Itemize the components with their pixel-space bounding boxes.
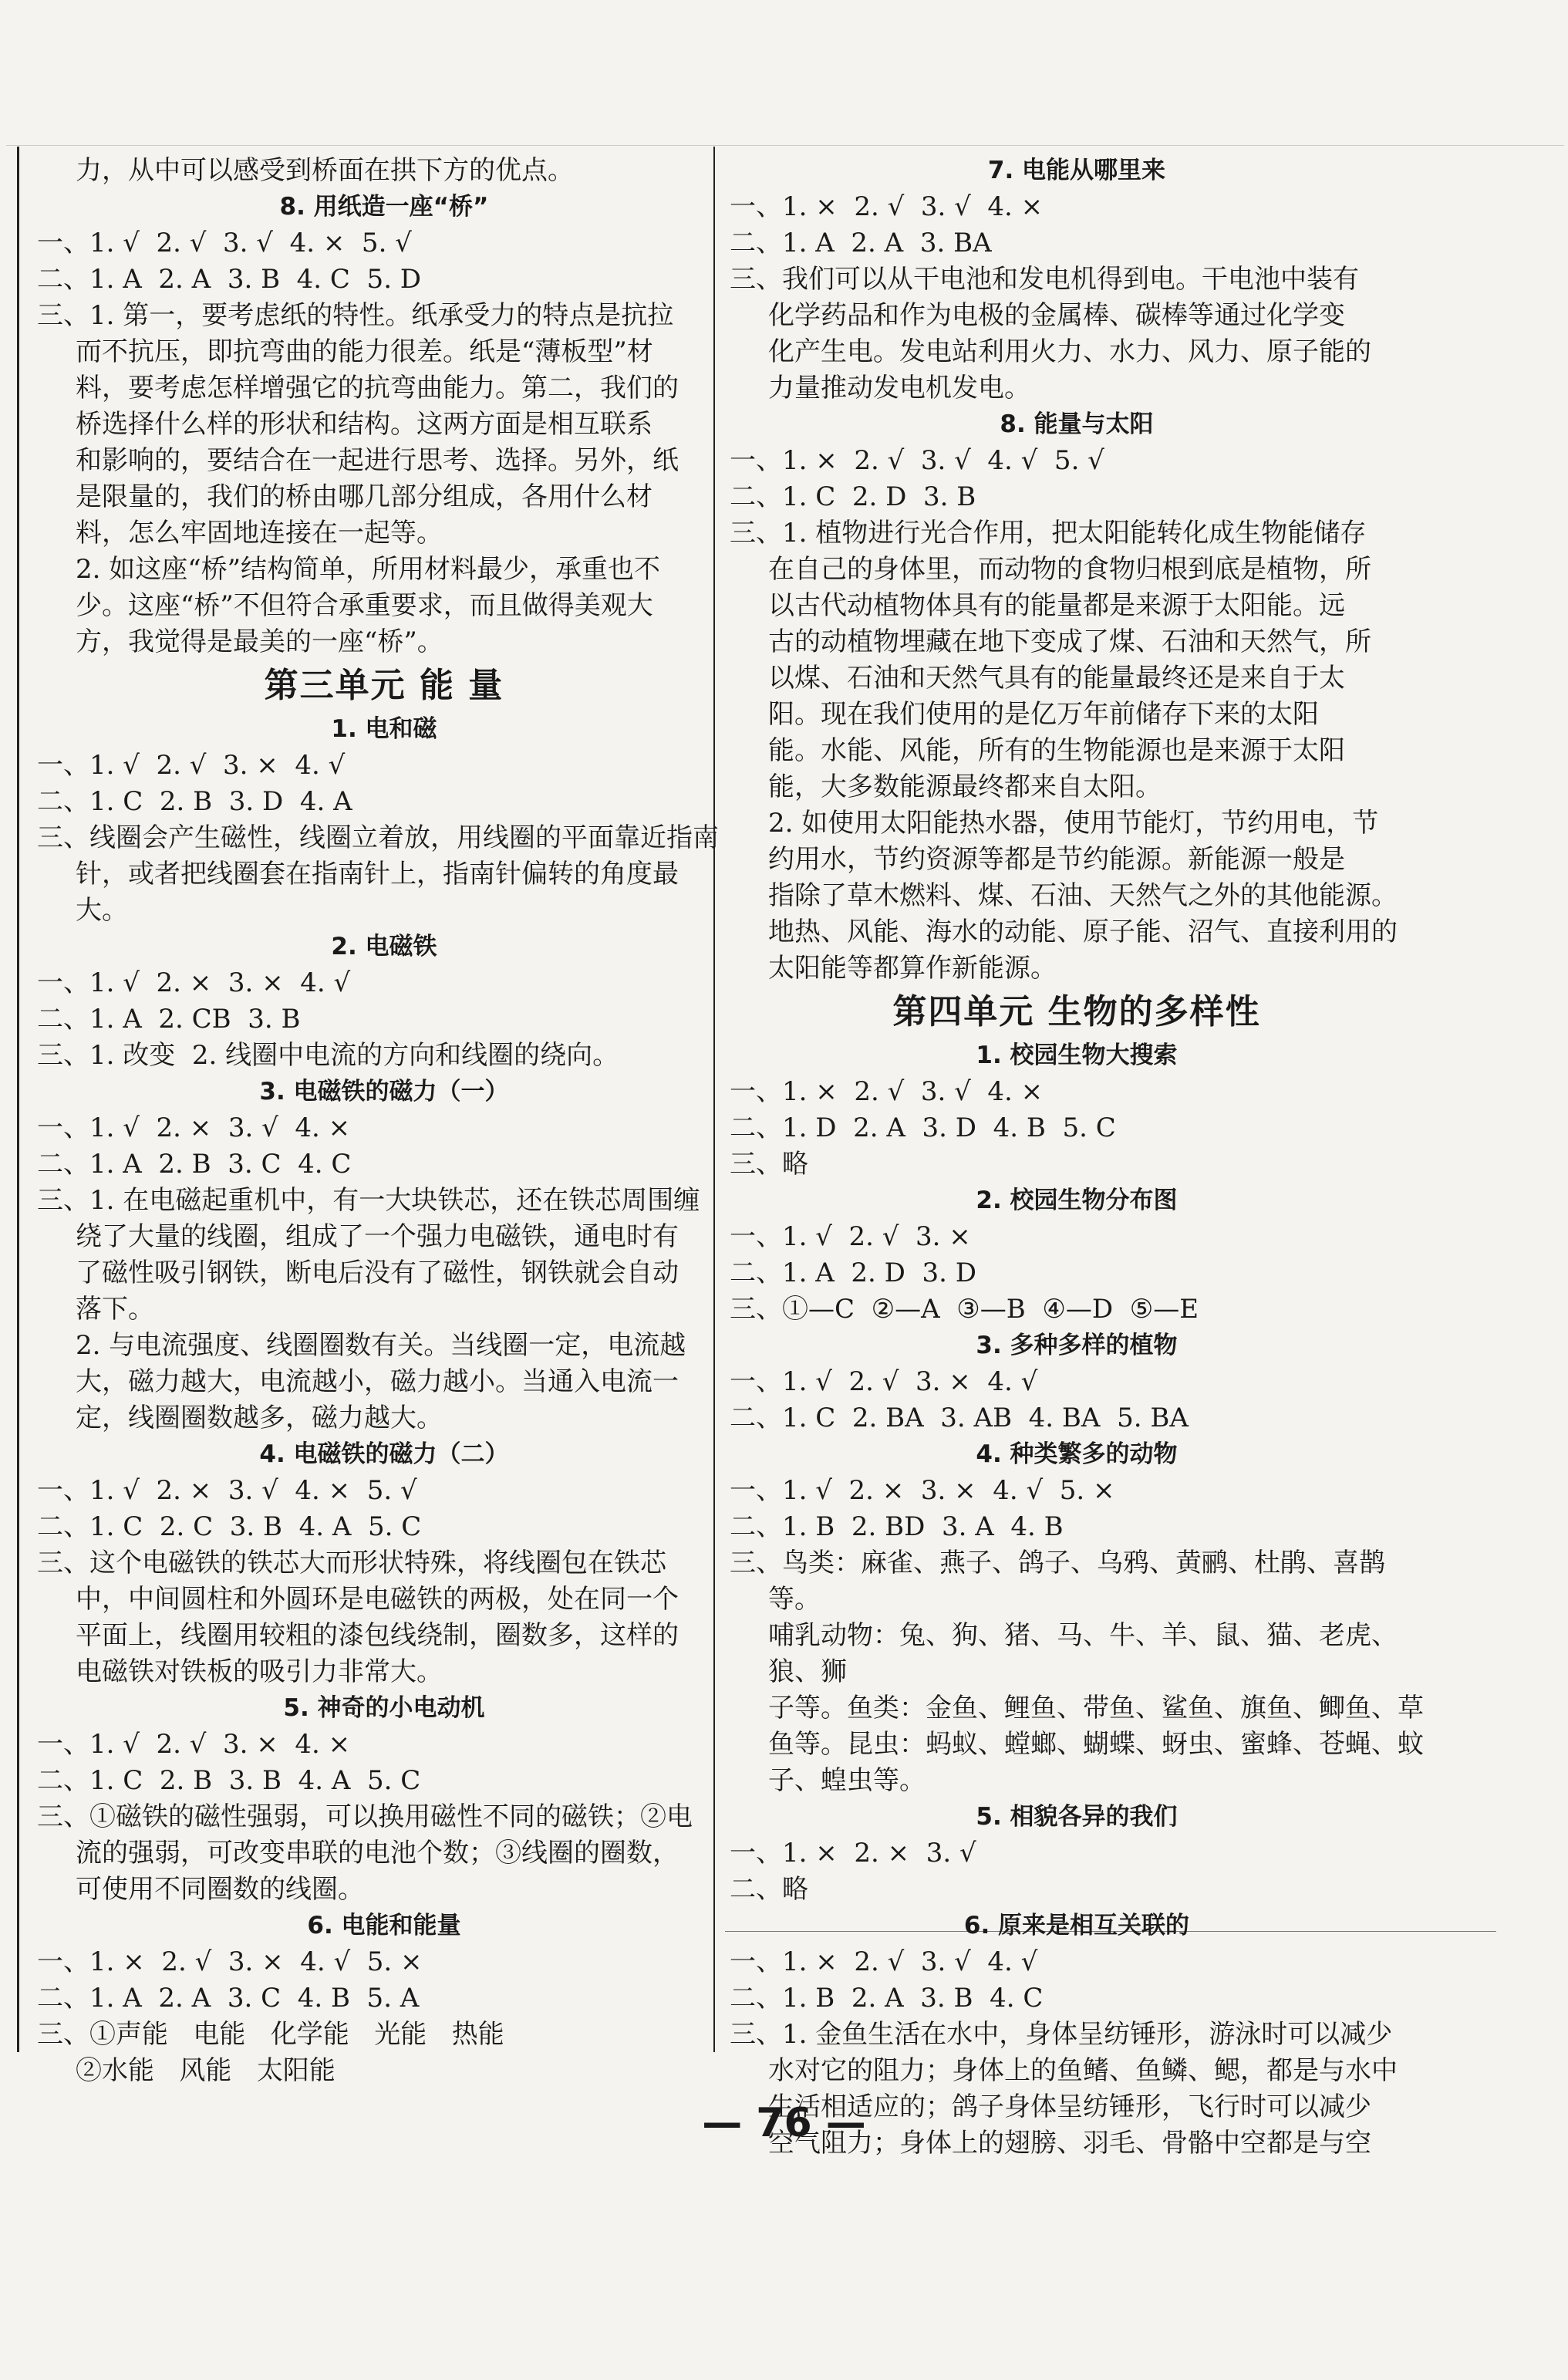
left-column <box>37 153 731 2089</box>
answer-line: 一、1. × 2. √ 3. √ 4. √ <box>730 1946 1038 1977</box>
section-heading: 7. 电能从哪里来 <box>987 157 1166 184</box>
answer-paragraph-line: 而不抗压，即抗弯曲的能力很差。纸是“薄板型”材 <box>76 336 653 367</box>
answer-paragraph-line: 平面上，线圈用较粗的漆包线绕制，圈数多，这样的 <box>76 1620 679 1651</box>
answer-line: 一、1. √ 2. × 3. √ 4. × <box>37 1112 351 1143</box>
answer-paragraph-line: 料，怎么牢固地连接在一起等。 <box>76 518 443 549</box>
answer-paragraph-line: 流的强弱，可改变串联的电池个数；③线圈的圈数， <box>76 1838 679 1869</box>
answer-paragraph-line: 三、1. 在电磁起重机中，有一大块铁芯，还在铁芯周围缠 <box>37 1185 700 1216</box>
answer-paragraph-line: 水对它的阻力；身体上的鱼鳍、鱼鳞、鳃，都是与水中 <box>768 2055 1398 2086</box>
answer-line: 一、1. √ 2. × 3. √ 4. × 5. √ <box>37 1475 417 1506</box>
answer-line: 二、1. A 2. B 3. C 4. C <box>37 1149 352 1180</box>
answer-paragraph-line: 阳。现在我们使用的是亿万年前储存下来的太阳 <box>768 699 1319 730</box>
section-heading: 8. 能量与太阳 <box>1000 410 1154 438</box>
answer-line: 一、1. × 2. × 3. √ <box>730 1838 976 1869</box>
answer-line: 二、1. C 2. BA 3. AB 4. BA 5. BA <box>730 1403 1189 1433</box>
answer-line: 二、1. C 2. C 3. B 4. A 5. C <box>37 1511 422 1542</box>
answer-line: 二、1. B 2. BD 3. A 4. B <box>730 1511 1064 1542</box>
top-margin-line <box>6 145 1564 146</box>
answer-paragraph-line: 定，线圈圈数越多，磁力越大。 <box>76 1403 443 1433</box>
answer-line: 一、1. √ 2. √ 3. × <box>730 1221 971 1252</box>
answer-paragraph-line: 约用水，节约资源等都是节约能源。新能源一般是 <box>768 844 1345 875</box>
answer-paragraph-line: 力量推动发电机发电。 <box>768 373 1030 403</box>
answer-paragraph-line: 方，我觉得是最美的一座“桥”。 <box>76 626 443 657</box>
answer-paragraph-line: 以古代动植物体具有的能量都是来源于太阳能。远 <box>768 590 1345 621</box>
answer-paragraph-line: 中，中间圆柱和外圆环是电磁铁的两极，处在同一个 <box>76 1584 679 1615</box>
section-heading: 2. 电磁铁 <box>331 933 437 960</box>
answer-paragraph-line: 子、蝗虫等。 <box>768 1765 926 1796</box>
section-heading: 1. 电和磁 <box>331 715 437 743</box>
answer-paragraph-line: 可使用不同圈数的线圈。 <box>76 1874 364 1905</box>
answer-paragraph-line: 2. 如这座“桥”结构简单，所用材料最少，承重也不 <box>76 554 661 585</box>
answer-paragraph-line: 哺乳动物：兔、狗、猪、马、牛、羊、鼠、猫、老虎、狼、狮 <box>768 1620 1398 1687</box>
answer-paragraph-line: 2. 与电流强度、线圈圈数有关。当线圈一定，电流越 <box>76 1330 686 1361</box>
section-heading: 6. 电能和能量 <box>307 1912 461 1939</box>
answer-paragraph-line: 能。水能、风能，所有的生物能源也是来源于太阳 <box>768 735 1345 766</box>
answer-paragraph-line: 是限量的，我们的桥由哪几部分组成，各用什么材 <box>76 481 652 512</box>
answer-line: 二、1. A 2. A 3. BA <box>730 228 992 258</box>
answer-line: 一、1. √ 2. √ 3. × 4. √ <box>730 1366 1038 1397</box>
answer-paragraph-line: 落下。 <box>76 1294 154 1325</box>
answer-paragraph-line: 三、1. 金鱼生活在水中，身体呈纺锤形，游泳时可以减少 <box>730 2019 1393 2050</box>
section-heading: 3. 多种多样的植物 <box>976 1332 1178 1359</box>
answer-paragraph-line: 化产生电。发电站利用火力、水力、风力、原子能的 <box>768 336 1371 367</box>
answer-paragraph-line: 桥选择什么样的形状和结构。这两方面是相互联系 <box>76 409 652 440</box>
answer-paragraph-line: 在自己的身体里，而动物的食物归根到底是植物，所 <box>768 554 1371 585</box>
answer-paragraph-line: 子等。鱼类：金鱼、鲤鱼、带鱼、鲨鱼、旗鱼、鲫鱼、草 <box>768 1693 1424 1723</box>
answer-line: 三、①—C ②—A ③—B ④—D ⑤—E <box>730 1294 1199 1325</box>
answer-paragraph-line: 三、这个电磁铁的铁芯大而形状特殊，将线圈包在铁芯 <box>37 1548 666 1578</box>
answer-paragraph-line: 大，磁力越大，电流越小，磁力越小。当通入电流一 <box>76 1366 679 1397</box>
answer-paragraph-line: 针，或者把线圈套在指南针上，指南针偏转的角度最 <box>76 859 679 890</box>
answer-paragraph-line: 了磁性吸引钢铁，断电后没有了磁性，钢铁就会自动 <box>76 1258 679 1288</box>
answer-paragraph-line: 三、鸟类：麻雀、燕子、鸽子、乌鸦、黄鹂、杜鹃、喜鹊等。 <box>730 1548 1385 1615</box>
page-number: — 76 — <box>702 2100 866 2146</box>
answer-paragraph-line: 料，要考虑怎样增强它的抗弯曲能力。第二，我们的 <box>76 373 679 403</box>
answer-paragraph-line: 太阳能等都算作新能源。 <box>768 953 1057 984</box>
answer-line: 三、略 <box>730 1149 808 1180</box>
answer-paragraph-line: 以煤、石油和天然气具有的能量最终还是来自于太 <box>768 663 1345 694</box>
section-heading: 5. 相貌各异的我们 <box>976 1803 1178 1831</box>
answer-line: 二、1. D 2. A 3. D 4. B 5. C <box>730 1112 1116 1143</box>
answer-paragraph-line: 和影响的，要结合在一起进行思考、选择。另外，纸 <box>76 445 679 476</box>
answer-line: 二、1. A 2. A 3. C 4. B 5. A <box>37 1983 420 2014</box>
answer-line: 力，从中可以感受到桥面在拱下方的优点。 <box>76 155 574 186</box>
answer-line: 一、1. √ 2. × 3. × 4. √ <box>37 967 351 998</box>
section-heading: 4. 电磁铁的磁力（二） <box>259 1440 509 1468</box>
answer-paragraph-line: 三、1. 第一，要考虑纸的特性。纸承受力的特点是抗拉 <box>37 300 674 331</box>
answer-paragraph-line: 绕了大量的线圈，组成了一个强力电磁铁，通电时有 <box>76 1221 679 1252</box>
answer-line: 一、1. × 2. √ 3. √ 4. × <box>730 1076 1044 1107</box>
section-heading: 2. 校园生物分布图 <box>976 1187 1178 1214</box>
answer-paragraph-line: 三、①磁铁的磁性强弱，可以换用磁性不同的磁铁；②电 <box>37 1801 693 1832</box>
answer-line: 一、1. × 2. √ 3. √ 4. × <box>730 191 1044 222</box>
answer-paragraph-line: 电磁铁对铁板的吸引力非常大。 <box>76 1656 443 1687</box>
answer-line: 一、1. × 2. √ 3. × 4. √ 5. × <box>37 1946 423 1977</box>
section-heading: 5. 神奇的小电动机 <box>283 1694 485 1722</box>
answer-paragraph-line: 三、线圈会产生磁性，线圈立着放，用线圈的平面靠近指南 <box>37 822 719 853</box>
answer-line: 三、①声能 电能 化学能 光能 热能 <box>37 2019 504 2050</box>
answer-line: 二、1. B 2. A 3. B 4. C <box>730 1983 1044 2014</box>
answer-line: 一、1. √ 2. × 3. × 4. √ 5. × <box>730 1475 1115 1506</box>
answer-paragraph-line: 能，大多数能源最终都来自太阳。 <box>768 771 1162 802</box>
answer-line: 二、1. C 2. B 3. B 4. A 5. C <box>37 1765 421 1796</box>
answer-line: ②水能 风能 太阳能 <box>76 2055 336 2086</box>
unit-heading: 第四单元 生物的多样性 <box>892 992 1261 1031</box>
answer-line: 二、1. C 2. D 3. B <box>730 481 976 512</box>
answer-paragraph-line: 三、我们可以从干电池和发电机得到电。干电池中装有 <box>730 264 1359 295</box>
answer-line: 一、1. √ 2. √ 3. × 4. √ <box>37 750 346 781</box>
answer-paragraph-line: 大。 <box>76 895 128 926</box>
right-column <box>730 153 1424 2162</box>
section-heading: 8. 用纸造一座“桥” <box>279 193 489 221</box>
answer-paragraph-line: 古的动植物埋藏在地下变成了煤、石油和天然气，所 <box>768 626 1371 657</box>
answer-line: 二、1. C 2. B 3. D 4. A <box>37 786 352 817</box>
answer-line: 一、1. √ 2. √ 3. × 4. × <box>37 1729 351 1760</box>
section-heading: 1. 校园生物大搜索 <box>976 1041 1178 1069</box>
answer-paragraph-line: 地热、风能、海水的动能、原子能、沼气、直接利用的 <box>768 917 1398 947</box>
answer-paragraph-line: 少。这座“桥”不但符合承重要求，而且做得美观大 <box>76 590 653 621</box>
answer-line: 一、1. × 2. √ 3. √ 4. √ 5. √ <box>730 445 1104 476</box>
answer-line: 二、1. A 2. A 3. B 4. C 5. D <box>37 264 422 295</box>
answer-paragraph-line: 生活相适应的；鸽子身体呈纺锤形，飞行时可以减少 <box>768 2091 1371 2122</box>
section-heading: 6. 原来是相互关联的 <box>963 1912 1190 1939</box>
left-margin-rule <box>17 147 19 2052</box>
section-heading: 4. 种类繁多的动物 <box>976 1440 1178 1468</box>
answer-paragraph-line: 化学药品和作为电极的金属棒、碳棒等通过化学变 <box>768 300 1345 331</box>
section-heading: 3. 电磁铁的磁力（一） <box>259 1078 509 1106</box>
answer-line: 二、1. A 2. CB 3. B <box>37 1004 301 1035</box>
answer-line: 二、1. A 2. D 3. D <box>730 1258 977 1288</box>
answer-paragraph-line: 三、1. 植物进行光合作用，把太阳能转化成生物能储存 <box>730 518 1367 549</box>
answer-line: 三、1. 改变 2. 线圈中电流的方向和线圈的绕向。 <box>37 1040 619 1071</box>
answer-paragraph-line: 2. 如使用太阳能热水器，使用节能灯，节约用电，节 <box>768 808 1379 839</box>
answer-paragraph-line: 鱼等。昆虫：蚂蚁、螳螂、蝴蝶、蚜虫、蜜蜂、苍蝇、蚊 <box>768 1729 1424 1760</box>
unit-heading: 第三单元 能 量 <box>264 666 504 705</box>
answer-line: 二、略 <box>730 1874 808 1905</box>
answer-paragraph-line: 空气阻力；身体上的翅膀、羽毛、骨骼中空都是与空 <box>768 2128 1371 2159</box>
answer-paragraph-line: 指除了草木燃料、煤、石油、天然气之外的其他能源。 <box>768 880 1398 911</box>
answer-line: 一、1. √ 2. √ 3. √ 4. × 5. √ <box>37 228 412 258</box>
